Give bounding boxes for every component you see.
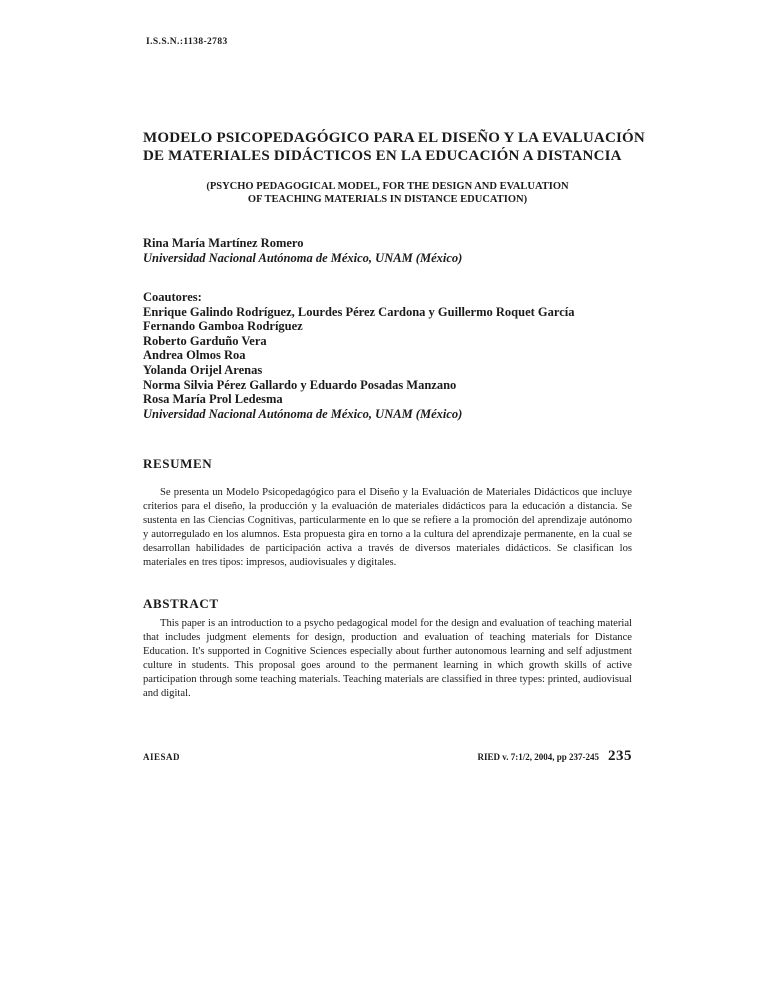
author-block [143, 236, 462, 266]
coauthors-affiliation: Universidad Nacional Autónoma de México, UNAM (México) [143, 406, 463, 421]
coauthor-name: Yolanda Orijel Arenas [143, 362, 263, 377]
article-subtitle-line-1: (PSYCHO PEDAGOGICAL MODEL, FOR THE DESIGN AND EVALUATION [206, 181, 569, 192]
coauthor-name: Andrea Olmos Roa [143, 348, 246, 363]
society-acronym: AIESAD [143, 752, 181, 762]
article-title-line-2: DE MATERIALES DIDÁCTICOS EN LA EDUCACIÓN A DISTANCIA [143, 147, 622, 164]
article-subtitle-line-2: OF TEACHING MATERIALS IN DISTANCE EDUCATION) [247, 193, 528, 205]
author-affiliation: Universidad Nacional Autónoma de México, UNAM (México) [143, 251, 463, 265]
article-title-line-1: MODELO PSICOPEDAGÓGICO PARA EL DISEÑO Y LA EVALUACIÓN [143, 130, 645, 146]
page-number: 235 [608, 748, 632, 764]
coauthor-name: Rosa María Prol Ledesma [143, 392, 283, 407]
coauthors-label: Coautores: [143, 290, 202, 304]
resumen-heading: RESUMEN [143, 456, 213, 471]
article-title [143, 130, 645, 165]
page-footer [143, 748, 632, 765]
article-subtitle [143, 181, 632, 206]
issn-label: I.S.S.N.:1138-2783 [146, 37, 228, 47]
footer-reference-group [477, 748, 632, 765]
abstract-heading: ABSTRACT [143, 596, 219, 611]
coauthor-name: Roberto Garduño Vera [143, 333, 267, 348]
abstract-paragraph: This paper is an introduction to a psycho pedagogical model for the design and evaluation of teaching material that includes judgment elements for design, production and evaluation of teaching materials for Distance Education. It's supported in Cognitive Sciences especially about further autonomous learning and self adjustment culture in students. This proposal goes around to the permanent learning in which growth skills of active participation through some teaching materials. Teaching materials are classified in three types: printed, audiovisual and digital. [143, 618, 632, 699]
author-name: Rina María Martínez Romero [143, 236, 304, 250]
resumen-paragraph: Se presenta un Modelo Psicopedagógico para el Diseño y la Evaluación de Materiales Didácticos que incluye criterios para el diseño, la producción y la evaluación de materiales didácticos para la educación a distancia. Se sustenta en las Ciencias Cognitivas, particularmente en lo que se refiere a la promoción del aprendizaje autónomo y autorregulado en los alumnos. Esta propuesta gira en torno a la cultura del aprendizaje permanente, en la cual se desarrollan habilidades de participación activa a través de diversos materiales didácticos. Se clasifican los materiales en tres tipos: impresos, audiovisuales y digitales. [143, 487, 632, 568]
journal-reference: RIED v. 7:1/2, 2004, pp 237-245 [477, 752, 599, 762]
coauthor-name: Enrique Galindo Rodríguez, Lourdes Pérez Cardona y Guillermo Roquet García [143, 304, 575, 319]
coauthors-block [143, 290, 574, 421]
coauthor-name: Fernando Gamboa Rodríguez [143, 319, 303, 334]
coauthor-name: Norma Silvia Pérez Gallardo y Eduardo Posadas Manzano [143, 377, 457, 392]
